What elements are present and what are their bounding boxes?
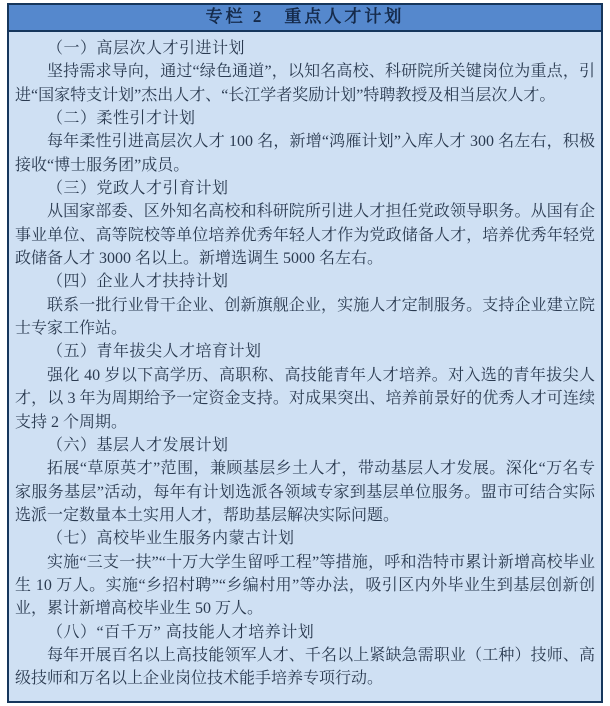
section-heading: （二）柔性引才计划 — [47, 110, 196, 128]
section-heading: （八）“百千万” 高技能人才培养计划 — [47, 623, 315, 641]
section-heading: （三）党政人才引育计划 — [47, 180, 229, 198]
section-heading: （四）企业人才扶持计划 — [47, 273, 229, 291]
talent-plan-panel — [7, 3, 603, 703]
section-heading: （六）基层人才发展计划 — [47, 436, 229, 454]
section-paragraph: 坚持需求导向，通过“绿色通道”，以知名高校、科研院所关键岗位为重点，引进“国家特支计划”杰出人才、“长江学者奖励计划”特聘教授及相当层次人才。 — [15, 63, 595, 104]
section-paragraph: 从国家部委、区外知名高校和科研院所引进人才担任党政领导职务。从国有企事业单位、高等院校等单位培养优秀年轻人才作为党政储备人才，培养优秀年轻党政储备人才 3000 名以上。新增选调生 5000 名左右。 — [15, 203, 595, 268]
section-paragraph: 每年柔性引进高层次人才 100 名，新增“鸿雁计划”入库人才 300 名左右，积极接收“博士服务团”成员。 — [15, 133, 595, 174]
section-heading: （五）青年拔尖人才培育计划 — [47, 343, 262, 361]
section-paragraph: 拓展“草原英才”范围，兼顾基层乡土人才，带动基层人才发展。深化“万名专家服务基层”活动，每年有计划选派各领域专家到基层单位服务。盟市可结合实际选派一定数量本土实用人才，帮助基层解决实际问题。 — [15, 460, 595, 524]
section-heading: （一）高层次人才引进计划 — [47, 40, 246, 57]
section-heading: （七）高校毕业生服务内蒙古计划 — [47, 530, 295, 548]
section-paragraph: 强化 40 岁以下高学历、高职称、高技能青年人才培养。对入选的青年拔尖人才，以 3 年为周期给予一定资金支持。对成果突出、培养前景好的优秀人才可连续支持 2 个周期。 — [15, 366, 595, 431]
section-paragraph: 联系一批行业骨干企业、创新旗舰企业，实施人才定制服务。支持企业建立院士专家工作站。 — [15, 296, 595, 338]
section-paragraph: 实施“三支一扶”“十万大学生留呼工程”等措施，呼和浩特市累计新增高校毕业生 10 万人。实施“乡招村聘”“乡编村用”等办法，吸引区内外毕业生到基层创新创业，累计新增高校毕业生 50 万人。 — [15, 553, 595, 618]
section-paragraph: 每年开展百名以上高技能领军人才、千名以上紧缺急需职业（工种）技师、高级技师和万名以上企业岗位技术能手培养专项行动。 — [15, 646, 595, 688]
panel-title: 专栏 2 重点人才计划 — [9, 5, 601, 32]
panel-body — [9, 32, 601, 695]
